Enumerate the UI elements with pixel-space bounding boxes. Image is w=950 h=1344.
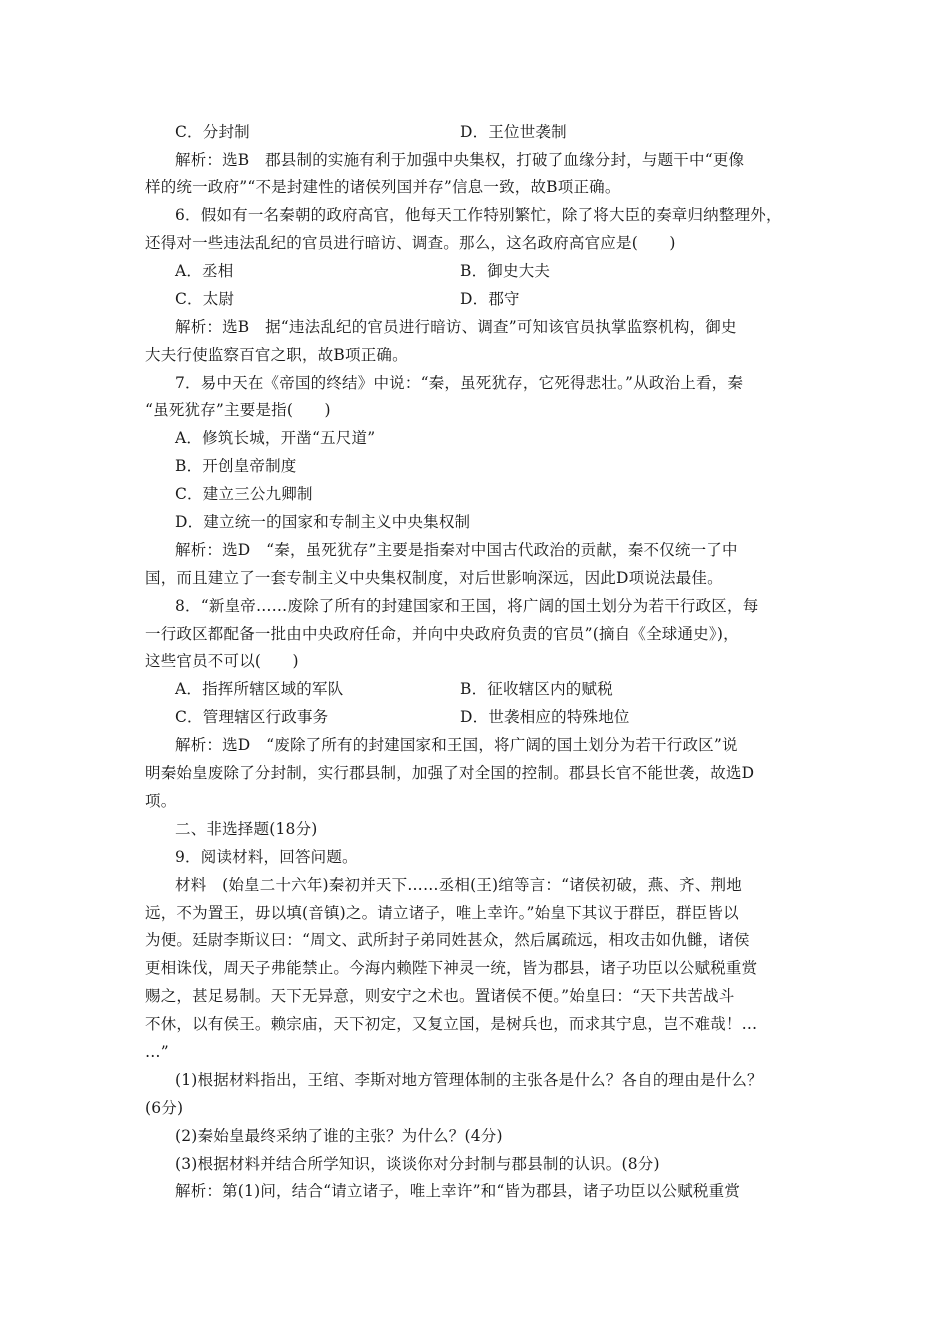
q9-sub3: (3)根据材料并结合所学知识，谈谈你对分封制与郡县制的认识。(8分)	[175, 1155, 660, 1173]
section-heading: 二、非选择题(18分)	[175, 820, 318, 838]
q9-material-line3: 为便。廷尉李斯议曰：“周文、武所封子弟同姓甚众，然后属疏远，相攻击如仇雠，诸侯	[145, 931, 750, 949]
q9-sub1-line1: (1)根据材料指出，王绾、李斯对地方管理体制的主张各是什么？各自的理由是什么？	[175, 1071, 763, 1089]
q5-option-c: C．分封制	[175, 123, 250, 141]
q7-analysis-line2: 国，而且建立了一套专制主义中央集权制度，对后世影响深远，因此D项说法最佳。	[145, 569, 723, 587]
q8-stem-line1: 8．“新皇帝……废除了所有的封建国家和王国，将广阔的国土划分为若干行政区，每	[175, 597, 759, 615]
q5-analysis-line1: 解析：选B 郡县制的实施有利于加强中央集权，打破了血缘分封，与题干中“更像	[175, 151, 745, 169]
q7-stem-line2: “虽死犹存”主要是指( )	[145, 401, 331, 419]
q7-option-a: A．修筑长城，开凿“五尺道”	[175, 429, 376, 447]
q9-stem: 9．阅读材料，回答问题。	[175, 848, 358, 866]
q6-option-a: A．丞相	[175, 262, 234, 280]
q7-option-b: B．开创皇帝制度	[175, 457, 297, 475]
q9-material-line2: 远，不为置王，毋以填(音镇)之。请立诸子，唯上幸许。”始皇下其议于群臣，群臣皆以	[145, 904, 739, 922]
q7-option-c: C．建立三公九卿制	[175, 485, 313, 503]
q9-material-line6: 不休，以有侯王。赖宗庙，天下初定，又复立国，是树兵也，而求其宁息，岂不难哉！…	[145, 1015, 758, 1033]
q5-option-d: D．王位世袭制	[460, 123, 567, 141]
q8-option-a: A．指挥所辖区域的军队	[175, 680, 344, 698]
q9-analysis-line1: 解析：第(1)问，结合“请立诸子，唯上幸许”和“皆为郡县，诸子功臣以公赋税重赏	[175, 1182, 741, 1200]
q6-analysis-line2: 大夫行使监察百官之职，故B项正确。	[145, 346, 408, 364]
q8-analysis-line3: 项。	[145, 792, 177, 810]
q8-option-d: D．世袭相应的特殊地位	[460, 708, 630, 726]
q6-stem-line1: 6．假如有一名秦朝的政府高官，他每天工作特别繁忙，除了将大臣的奏章归纳整理外，	[175, 206, 782, 224]
q8-analysis-line1: 解析：选D “废除了所有的封建国家和王国，将广阔的国土划分为若干行政区”说	[175, 736, 738, 754]
q7-analysis-line1: 解析：选D “秦，虽死犹存”主要是指秦对中国古代政治的贡献，秦不仅统一了中	[175, 541, 738, 559]
q6-option-b: B．御史大夫	[460, 262, 551, 280]
q7-stem-line1: 7．易中天在《帝国的终结》中说：“秦，虽死犹存，它死得悲壮。”从政治上看，秦	[175, 374, 744, 392]
q8-option-b: B．征收辖区内的赋税	[460, 680, 613, 698]
q8-analysis-line2: 明秦始皇废除了分封制，实行郡县制，加强了对全国的控制。郡县长官不能世袭，故选D	[145, 764, 755, 782]
q6-option-c: C．太尉	[175, 290, 235, 308]
q8-option-c: C．管理辖区行政事务	[175, 708, 329, 726]
q6-analysis-line1: 解析：选B 据“违法乱纪的官员进行暗访、调查”可知该官员执掌监察机构，御史	[175, 318, 737, 336]
q7-option-d: D．建立统一的国家和专制主义中央集权制	[175, 513, 471, 531]
q9-sub2: (2)秦始皇最终采纳了谁的主张？为什么？(4分)	[175, 1127, 503, 1145]
q6-option-d: D．郡守	[460, 290, 520, 308]
q8-stem-line3: 这些官员不可以( )	[145, 652, 299, 670]
q9-material-line7: …”	[145, 1043, 169, 1061]
q8-stem-line2: 一行政区都配备一批由中央政府任命，并向中央政府负责的官员”(摘自《全球通史》)，	[145, 625, 739, 643]
q9-material-line5: 赐之，甚足易制。天下无异意，则安宁之术也。置诸侯不便。”始皇曰：“天下共苦战斗	[145, 987, 735, 1005]
q5-analysis-line2: 样的统一政府”“不是封建性的诸侯列国并存”信息一致，故B项正确。	[145, 178, 621, 196]
q6-stem-line2: 还得对一些违法乱纪的官员进行暗访、调查。那么，这名政府高官应是( )	[145, 234, 676, 252]
q9-material-line1: 材料 (始皇二十六年)秦初并天下……丞相(王)绾等言：“诸侯初破，燕、齐、荆地	[175, 876, 742, 894]
q9-material-line4: 更相诛伐，周天子弗能禁止。今海内赖陛下神灵一统，皆为郡县，诸子功臣以公赋税重赏	[145, 959, 758, 977]
q9-sub1-line2: (6分)	[145, 1099, 184, 1117]
